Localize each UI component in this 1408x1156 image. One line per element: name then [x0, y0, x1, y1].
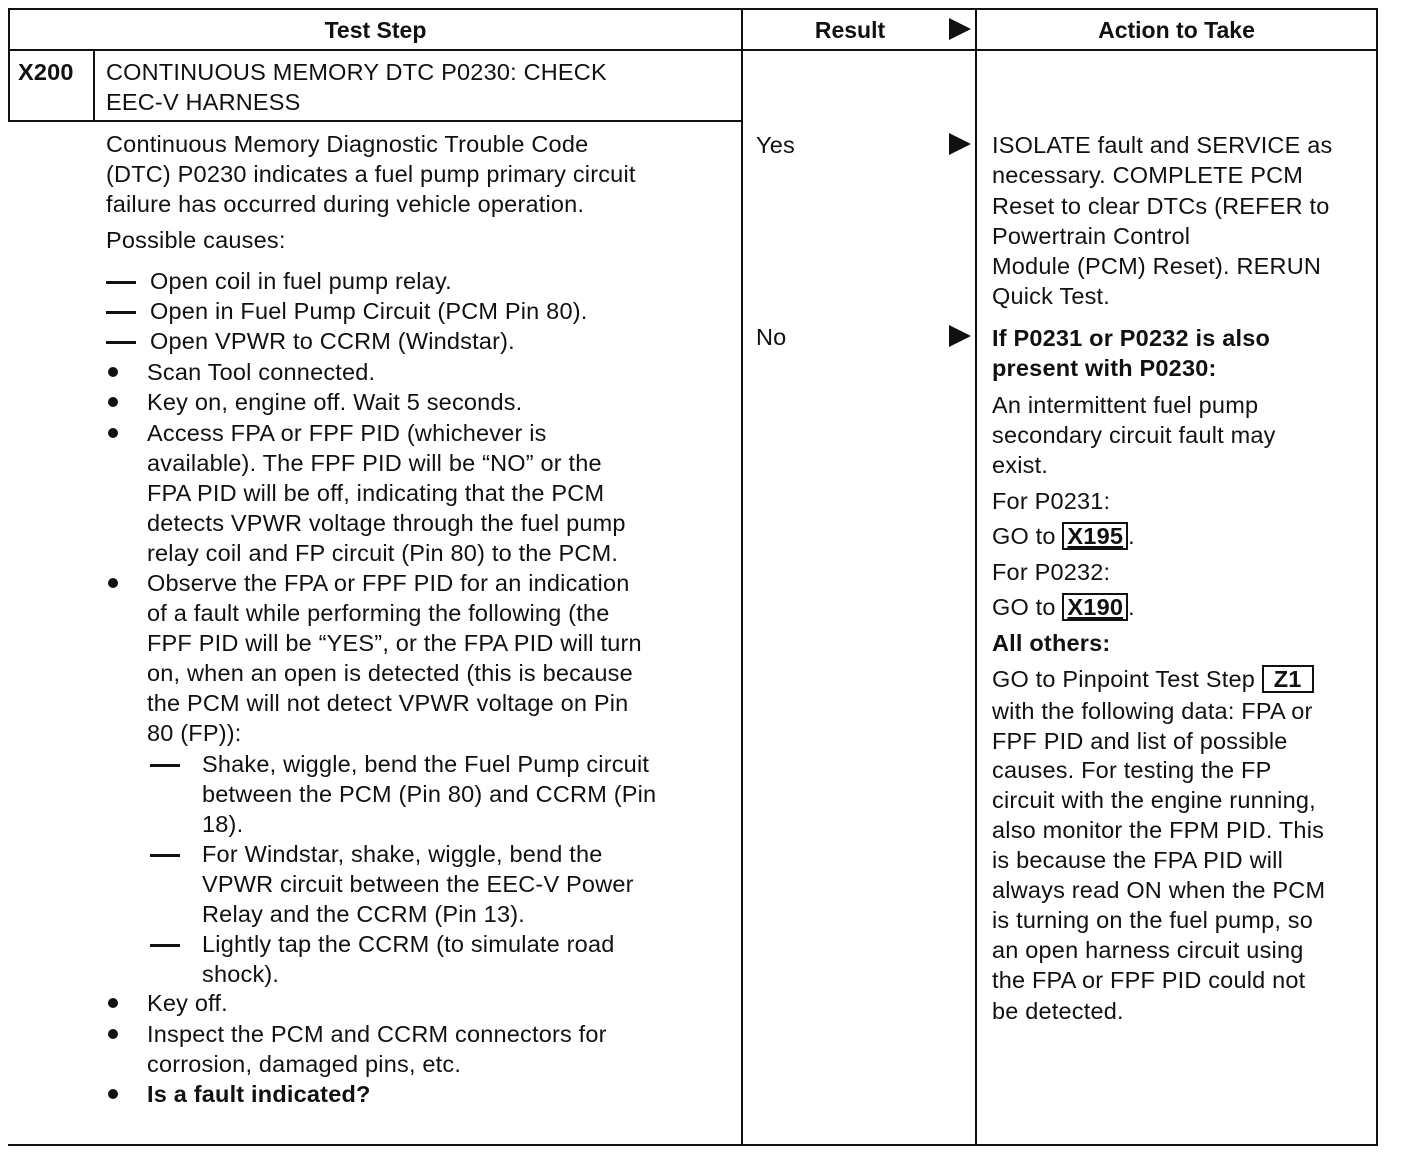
- bullet-icon: [108, 1029, 118, 1039]
- step-ref-z1[interactable]: Z1: [1262, 665, 1314, 693]
- action-go-to-x190: [992, 592, 1135, 622]
- action-go-to-x195: [992, 521, 1135, 551]
- table-bottom-border: [8, 1144, 1378, 1146]
- bullet-observe-line: FPF PID will be “YES”, or the FPA PID will turn: [147, 630, 642, 656]
- action-no-condition: If P0231 or P0232 is also: [992, 325, 1271, 351]
- bullet-icon: [108, 367, 118, 377]
- action-pinpoint-line: FPF PID and list of possible: [992, 728, 1288, 754]
- action-yes-line: ISOLATE fault and SERVICE as: [992, 132, 1333, 158]
- column-divider-result: [741, 8, 743, 1146]
- bullet-access-line: detects VPWR voltage through the fuel pump: [147, 510, 626, 536]
- bullet-key-on: Key on, engine off. Wait 5 seconds.: [147, 389, 523, 415]
- bullet-access-line: Access FPA or FPF PID (whichever is: [147, 420, 547, 446]
- action-pinpoint-line: circuit with the engine running,: [992, 787, 1316, 813]
- result-yes: Yes: [756, 132, 795, 158]
- action-pinpoint-line: be detected.: [992, 998, 1124, 1024]
- sub-step-line: between the PCM (Pin 80) and CCRM (Pin: [202, 781, 657, 807]
- action-yes-line: Powertrain Control: [992, 223, 1191, 249]
- sub-step-line: For Windstar, shake, wiggle, bend the: [202, 841, 603, 867]
- bullet-icon: [108, 397, 118, 407]
- action-yes-line: Module (PCM) Reset). RERUN: [992, 253, 1322, 279]
- sub-step-line: Relay and the CCRM (Pin 13).: [202, 901, 525, 927]
- sub-step-line: Lightly tap the CCRM (to simulate road: [202, 931, 615, 957]
- action-for-p0232: For P0232:: [992, 559, 1111, 585]
- action-intermittent-line: An intermittent fuel pump: [992, 392, 1259, 418]
- action-all-others: All others:: [992, 630, 1111, 656]
- dash-icon: [150, 764, 180, 767]
- bullet-icon: [108, 1089, 118, 1099]
- dash-icon: [150, 944, 180, 947]
- bullet-observe-line: the PCM will not detect VPWR voltage on Pin: [147, 690, 629, 716]
- header-action: Action to Take: [1098, 17, 1255, 43]
- cause-item: Open in Fuel Pump Circuit (PCM Pin 80).: [150, 298, 588, 324]
- bullet-key-off: Key off.: [147, 990, 228, 1016]
- sub-step-line: VPWR circuit between the EEC-V Power: [202, 871, 634, 897]
- action-pinpoint: [992, 664, 1314, 694]
- bullet-inspect-line: Inspect the PCM and CCRM connectors for: [147, 1021, 607, 1047]
- header-test-step: Test Step: [324, 17, 427, 43]
- bullet-question: Is a fault indicated?: [147, 1081, 371, 1107]
- step-title-underline: [8, 120, 743, 122]
- punctuation: .: [1128, 523, 1135, 549]
- action-pinpoint-line: always read ON when the PCM: [992, 877, 1326, 903]
- action-pinpoint-line: is because the FPA PID will: [992, 847, 1284, 873]
- possible-causes-label: Possible causes:: [106, 227, 286, 253]
- action-pinpoint-line: with the following data: FPA or: [992, 698, 1313, 724]
- action-pinpoint-line: causes. For testing the FP: [992, 757, 1272, 783]
- step-ref-x190[interactable]: X190: [1062, 593, 1128, 621]
- sub-step-line: 18).: [202, 811, 244, 837]
- punctuation: .: [1128, 594, 1135, 620]
- action-intermittent-line: exist.: [992, 452, 1049, 478]
- action-no-condition: present with P0230:: [992, 355, 1217, 381]
- column-divider-action: [975, 8, 977, 1146]
- bullet-icon: [108, 578, 118, 588]
- sub-step-line: Shake, wiggle, bend the Fuel Pump circuit: [202, 751, 650, 777]
- action-pinpoint-line: also monitor the FPM PID. This: [992, 817, 1325, 843]
- bullet-observe-line: on, when an open is detected (this is because: [147, 660, 633, 686]
- action-yes-line: necessary. COMPLETE PCM: [992, 162, 1304, 188]
- dash-icon: [150, 854, 180, 857]
- bullet-inspect-line: corrosion, damaged pins, etc.: [147, 1051, 462, 1077]
- action-for-p0231: For P0231:: [992, 488, 1111, 514]
- result-no: No: [756, 324, 787, 350]
- header-arrow-icon: [949, 18, 971, 40]
- pinpoint-prefix: GO to Pinpoint Test Step: [992, 666, 1256, 692]
- table-header-divider: [8, 49, 1378, 51]
- bullet-icon: [108, 998, 118, 1008]
- table-right-border: [1376, 8, 1378, 1146]
- step-title-line: CONTINUOUS MEMORY DTC P0230: CHECK: [106, 59, 607, 85]
- action-yes-line: Quick Test.: [992, 283, 1111, 309]
- bullet-observe-line: Observe the FPA or FPF PID for an indication: [147, 570, 630, 596]
- intro-line: failure has occurred during vehicle operation.: [106, 191, 585, 217]
- bullet-access-line: relay coil and FP circuit (Pin 80) to the PCM.: [147, 540, 619, 566]
- action-pinpoint-line: is turning on the fuel pump, so: [992, 907, 1314, 933]
- header-result: Result: [814, 17, 886, 43]
- table-top-border: [8, 8, 1378, 10]
- step-id-divider: [93, 49, 95, 122]
- result-arrow-icon: [949, 133, 971, 155]
- cause-item: Open VPWR to CCRM (Windstar).: [150, 328, 515, 354]
- dash-icon: [106, 281, 136, 284]
- bullet-access-line: available). The FPF PID will be “NO” or the: [147, 450, 602, 476]
- bullet-observe-line: of a fault while performing the following (the: [147, 600, 610, 626]
- action-pinpoint-line: the FPA or FPF PID could not: [992, 967, 1306, 993]
- action-pinpoint-line: an open harness circuit using: [992, 937, 1304, 963]
- bullet-access-line: FPA PID will be off, indicating that the PCM: [147, 480, 605, 506]
- bullet-icon: [108, 428, 118, 438]
- bullet-scan-tool: Scan Tool connected.: [147, 359, 376, 385]
- intro-line: Continuous Memory Diagnostic Trouble Code: [106, 131, 589, 157]
- result-arrow-icon: [949, 325, 971, 347]
- step-title-line: EEC-V HARNESS: [106, 89, 301, 115]
- dash-icon: [106, 311, 136, 314]
- action-yes-line: Reset to clear DTCs (REFER to: [992, 193, 1330, 219]
- intro-line: (DTC) P0230 indicates a fuel pump primary circuit: [106, 161, 636, 187]
- step-ref-x195[interactable]: X195: [1062, 522, 1128, 550]
- sub-step-line: shock).: [202, 961, 280, 987]
- cause-item: Open coil in fuel pump relay.: [150, 268, 452, 294]
- bullet-observe-line: 80 (FP)):: [147, 720, 242, 746]
- action-intermittent-line: secondary circuit fault may: [992, 422, 1276, 448]
- dash-icon: [106, 341, 136, 344]
- go-to-label: GO to: [992, 523, 1056, 549]
- step-id: X200: [18, 59, 74, 85]
- go-to-label: GO to: [992, 594, 1056, 620]
